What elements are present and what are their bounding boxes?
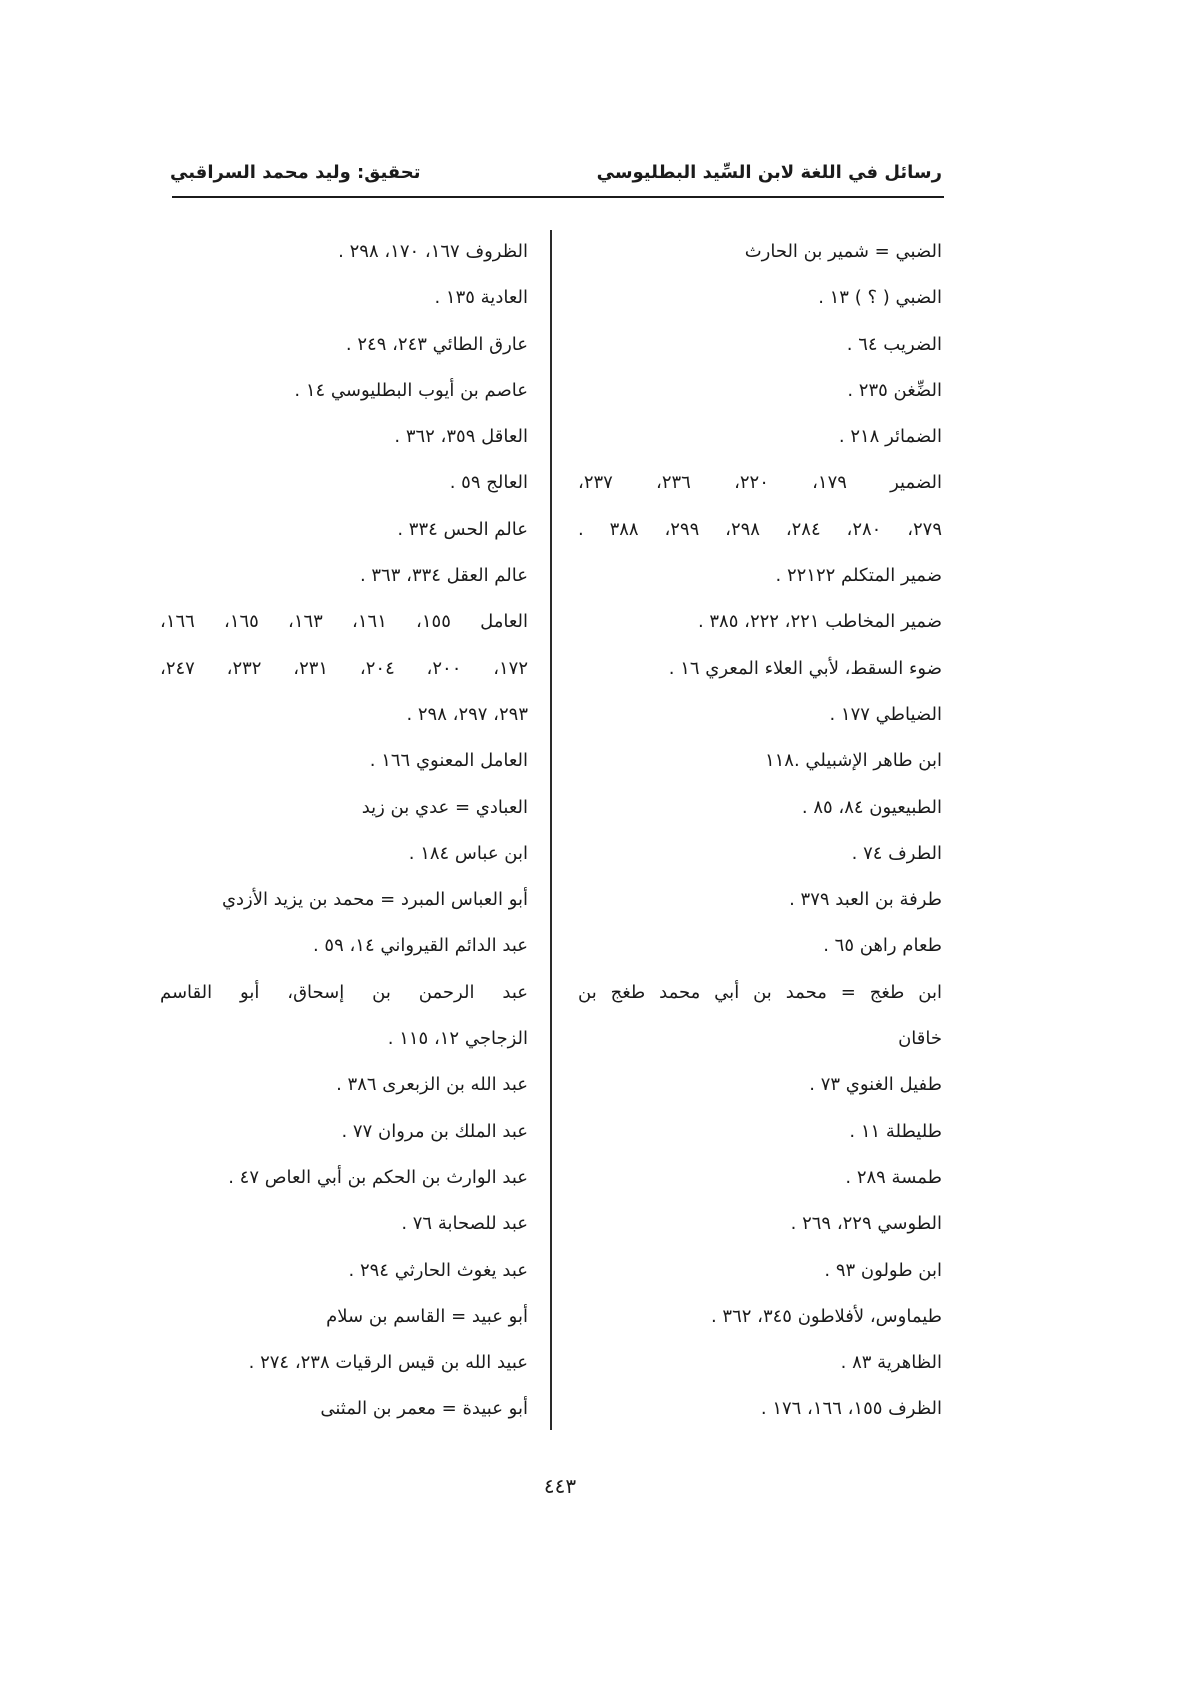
page-number: ٤٤٣ — [543, 1474, 577, 1498]
editor-credit: تحقيق: وليد محمد السراقبي — [170, 161, 421, 183]
book-title: رسائل في اللغة لابن السِّيد البطليوسي — [596, 161, 942, 183]
index-entry: الظاهرية ٨٣ . — [840, 1352, 942, 1374]
index-entry: العاقل ٣٥٩، ٣٦٢ . — [394, 426, 528, 448]
index-column-left — [160, 229, 528, 1433]
index-entry: طعام راهن ٦٥ . — [823, 935, 942, 957]
index-entry-continuation: ١٧٢، ٢٠٠، ٢٠٤، ٢٣١، ٢٣٢، ٢٤٧، — [160, 657, 529, 679]
index-column-right — [578, 229, 942, 1433]
index-entry: العادية ١٣٥ . — [434, 287, 528, 309]
index-entry-continuation: خاقان — [898, 1028, 942, 1050]
index-entry: طرفة بن العبد ٣٧٩ . — [789, 889, 942, 911]
index-entry: الضِّغن ٢٣٥ . — [847, 379, 942, 401]
index-entry: الطبيعيون ٨٤، ٨٥ . — [801, 796, 942, 818]
index-entry: عبد الوارث بن الحكم بن أبي العاص ٤٧ . — [228, 1166, 528, 1188]
index-entry: طليطلة ١١ . — [849, 1120, 942, 1142]
index-entry: عارق الطائي ٢٤٣، ٢٤٩ . — [345, 333, 528, 355]
index-entry: الظروف ١٦٧، ١٧٠، ٢٩٨ . — [338, 241, 528, 262]
index-entry: أبو العباس المبرد = محمد بن يزيد الأزدي — [221, 889, 528, 911]
index-entry: الظرف ١٥٥، ١٦٦، ١٧٦ . — [760, 1398, 942, 1420]
index-entry: عبد يغوث الحارثي ٢٩٤ . — [348, 1259, 528, 1281]
index-entry: ابن عباس ١٨٤ . — [408, 842, 528, 864]
index-entry: الضريب ٦٤ . — [846, 333, 942, 355]
index-entry: طفيل الغنوي ٧٣ . — [809, 1074, 942, 1096]
index-entry: عبد الدائم القيرواني ١٤، ٥٩ . — [312, 935, 528, 957]
index-entry: عالم الحس ٣٣٤ . — [397, 518, 528, 540]
index-entry: العامل ١٥٥، ١٦١، ١٦٣، ١٦٥، ١٦٦، — [160, 611, 529, 633]
header-rule — [172, 196, 944, 198]
index-entry: عبد الملك بن مروان ٧٧ . — [341, 1120, 528, 1142]
index-entry: العبادي = عدي بن زيد — [361, 796, 528, 818]
index-entry: الطوسي ٢٢٩، ٢٦٩ . — [790, 1213, 942, 1235]
index-entry: عبد الله بن الزبعرى ٣٨٦ . — [336, 1074, 528, 1096]
index-entry: عبد للصحابة ٧٦ . — [401, 1213, 528, 1235]
index-entry: الضبي = شمير بن الحارث — [744, 241, 942, 262]
index-entry: ضوء السقط، لأبي العلاء المعري ١٦ . — [668, 657, 942, 679]
index-entry: عالم العقل ٣٣٤، ٣٦٣ . — [359, 565, 528, 587]
index-entry: الضمير ١٧٩، ٢٢٠، ٢٣٦، ٢٣٧، — [578, 472, 942, 494]
running-header — [170, 156, 942, 188]
index-entry: الضياطي ١٧٧ . — [829, 703, 942, 725]
index-entry: عاصم بن أيوب البطليوسي ١٤ . — [294, 379, 528, 401]
index-entry-continuation: ٢٧٩، ٢٨٠، ٢٨٤، ٢٩٨، ٢٩٩، ٣٨٨ . — [578, 518, 943, 540]
index-entry: ضمير المخاطب ٢٢١، ٢٢٢، ٣٨٥ . — [697, 611, 942, 633]
index-entry: الطرف ٧٤ . — [851, 842, 942, 864]
index-entry: عبد الرحمن بن إسحاق، أبو القاسم — [160, 981, 528, 1003]
index-entry: العامل المعنوي ١٦٦ . — [369, 750, 528, 772]
index-entry-continuation: الزجاجي ١٢، ١١٥ . — [387, 1028, 528, 1050]
index-entry: ضمير المتكلم ٢٢١٢٢ . — [775, 565, 942, 587]
index-entry: عبيد الله بن قيس الرقيات ٢٣٨، ٢٧٤ . — [248, 1352, 528, 1374]
index-entry: أبو عبيد = القاسم بن سلام — [326, 1305, 528, 1327]
index-entry: العالج ٥٩ . — [449, 472, 528, 494]
index-entry: ابن طولون ٩٣ . — [824, 1259, 942, 1281]
index-entry: ابن طغج = محمد بن أبي محمد طغج بن — [578, 981, 942, 1003]
index-entry: ابن طاهر الإشبيلي .١١٨ — [764, 750, 942, 772]
index-entry: طيماوس، لأفلاطون ٣٤٥، ٣٦٢ . — [710, 1305, 942, 1327]
index-entry: طمسة ٢٨٩ . — [845, 1166, 942, 1188]
index-entry: أبو عبيدة = معمر بن المثنى — [320, 1398, 528, 1420]
index-entry: الضمائر ٢١٨ . — [838, 426, 942, 448]
column-divider — [550, 230, 552, 1430]
index-entry-continuation: ٢٩٣، ٢٩٧، ٢٩٨ . — [406, 703, 528, 725]
index-entry: الضبي ( ؟ ) ١٣ . — [818, 287, 942, 309]
